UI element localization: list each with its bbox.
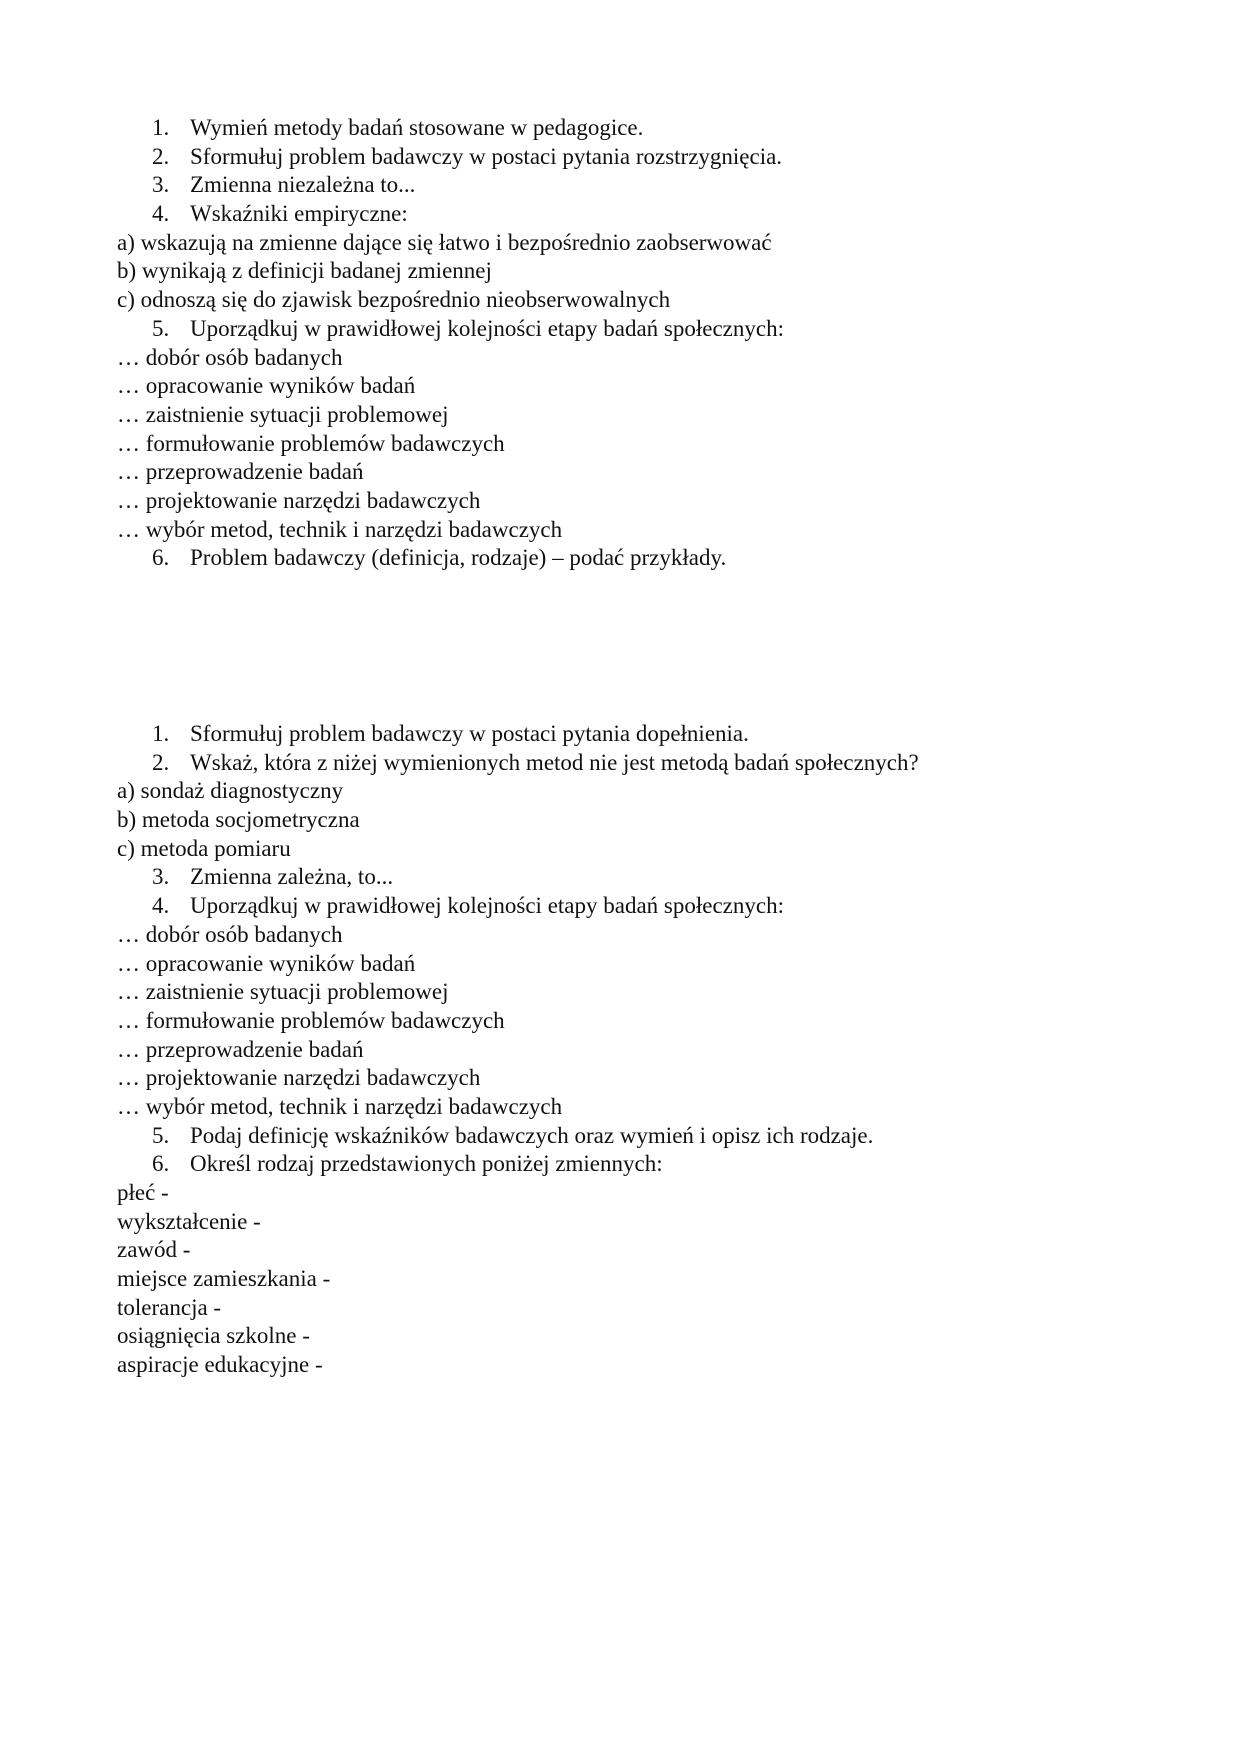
question-text: Wskaźniki empiryczne:	[190, 201, 408, 227]
question-number: 1.	[152, 115, 170, 140]
stage-item: … przeprowadzenie badań	[117, 1036, 364, 1062]
question-number: 4.	[152, 893, 170, 919]
question-1	[117, 114, 1197, 143]
stage-item: … projektowanie narzędzi badawczych	[117, 1065, 481, 1091]
question-3	[117, 171, 1197, 200]
variable-item: zawód -	[117, 1237, 191, 1263]
question-set-1	[117, 114, 1197, 573]
question-4	[117, 200, 1197, 229]
stage-item: … zaistnienie sytuacji problemowej	[117, 979, 449, 1005]
variable-item: aspiracje edukacyjne -	[117, 1352, 323, 1378]
stage-item: … wybór metod, technik i narzędzi badawczych	[117, 516, 563, 542]
question-text: Wymień metody badań stosowane w pedagogice.	[190, 115, 644, 140]
question-6	[117, 1150, 1197, 1179]
stage-item: … wybór metod, technik i narzędzi badawczych	[117, 1093, 563, 1119]
answer-option: c) metoda pomiaru	[117, 835, 291, 861]
variable-item: wykształcenie -	[117, 1208, 261, 1234]
question-text: Uporządkuj w prawidłowej kolejności etapy badań społecznych:	[190, 893, 784, 919]
question-text: Zmienna niezależna to...	[190, 172, 416, 198]
stage-item: … formułowanie problemów badawczych	[117, 1007, 505, 1033]
question-2	[117, 749, 1197, 778]
question-number: 3.	[152, 864, 170, 890]
question-number: 4.	[152, 201, 170, 227]
question-3	[117, 863, 1197, 892]
answer-option: a) sondaż diagnostyczny	[117, 778, 344, 804]
question-1	[117, 720, 1197, 749]
question-text: Uporządkuj w prawidłowej kolejności etapy badań społecznych:	[190, 315, 784, 341]
stage-item: … dobór osób badanych	[117, 344, 343, 370]
stage-item: … opracowanie wyników badań	[117, 373, 416, 399]
question-set-2	[117, 720, 1197, 1380]
stage-item: … zaistnienie sytuacji problemowej	[117, 401, 449, 427]
question-number: 6.	[152, 1151, 170, 1177]
question-6	[117, 544, 1197, 573]
stage-item: … opracowanie wyników badań	[117, 950, 416, 976]
question-text: Określ rodzaj przedstawionych poniżej zmiennych:	[190, 1151, 663, 1177]
question-text: Problem badawczy (definicja, rodzaje) – podać przykłady.	[190, 545, 727, 571]
stage-item: … dobór osób badanych	[117, 921, 343, 947]
answer-option: b) wynikają z definicji badanej zmiennej	[117, 258, 492, 284]
stage-item: … przeprowadzenie badań	[117, 459, 364, 485]
question-number: 5.	[152, 1122, 170, 1148]
question-4	[117, 892, 1197, 921]
question-number: 2.	[152, 749, 170, 775]
question-text: Sformułuj problem badawczy w postaci pytania rozstrzygnięcia.	[190, 143, 783, 169]
variable-item: miejsce zamieszkania -	[117, 1266, 331, 1292]
question-number: 5.	[152, 315, 170, 341]
question-number: 1.	[152, 721, 170, 746]
question-5	[117, 1122, 1197, 1151]
question-2	[117, 143, 1197, 172]
question-number: 3.	[152, 172, 170, 198]
question-number: 6.	[152, 545, 170, 571]
stage-item: … projektowanie narzędzi badawczych	[117, 487, 481, 513]
answer-option: a) wskazują na zmienne dające się łatwo i bezpośrednio zaobserwować	[117, 229, 772, 255]
variable-item: osiągnięcia szkolne -	[117, 1323, 310, 1349]
answer-option: b) metoda socjometryczna	[117, 807, 360, 833]
answer-option: c) odnoszą się do zjawisk bezpośrednio nieobserwowalnych	[117, 287, 671, 313]
question-text: Podaj definicję wskaźników badawczych oraz wymień i opisz ich rodzaje.	[190, 1122, 874, 1148]
question-text: Wskaż, która z niżej wymienionych metod nie jest metodą badań społecznych?	[190, 749, 919, 775]
question-5	[117, 315, 1197, 344]
variable-item: tolerancja -	[117, 1294, 222, 1320]
question-text: Sformułuj problem badawczy w postaci pytania dopełnienia.	[190, 721, 749, 746]
stage-item: … formułowanie problemów badawczych	[117, 430, 505, 456]
question-text: Zmienna zależna, to...	[190, 864, 394, 890]
variable-item: płeć -	[117, 1180, 169, 1205]
question-number: 2.	[152, 143, 170, 169]
